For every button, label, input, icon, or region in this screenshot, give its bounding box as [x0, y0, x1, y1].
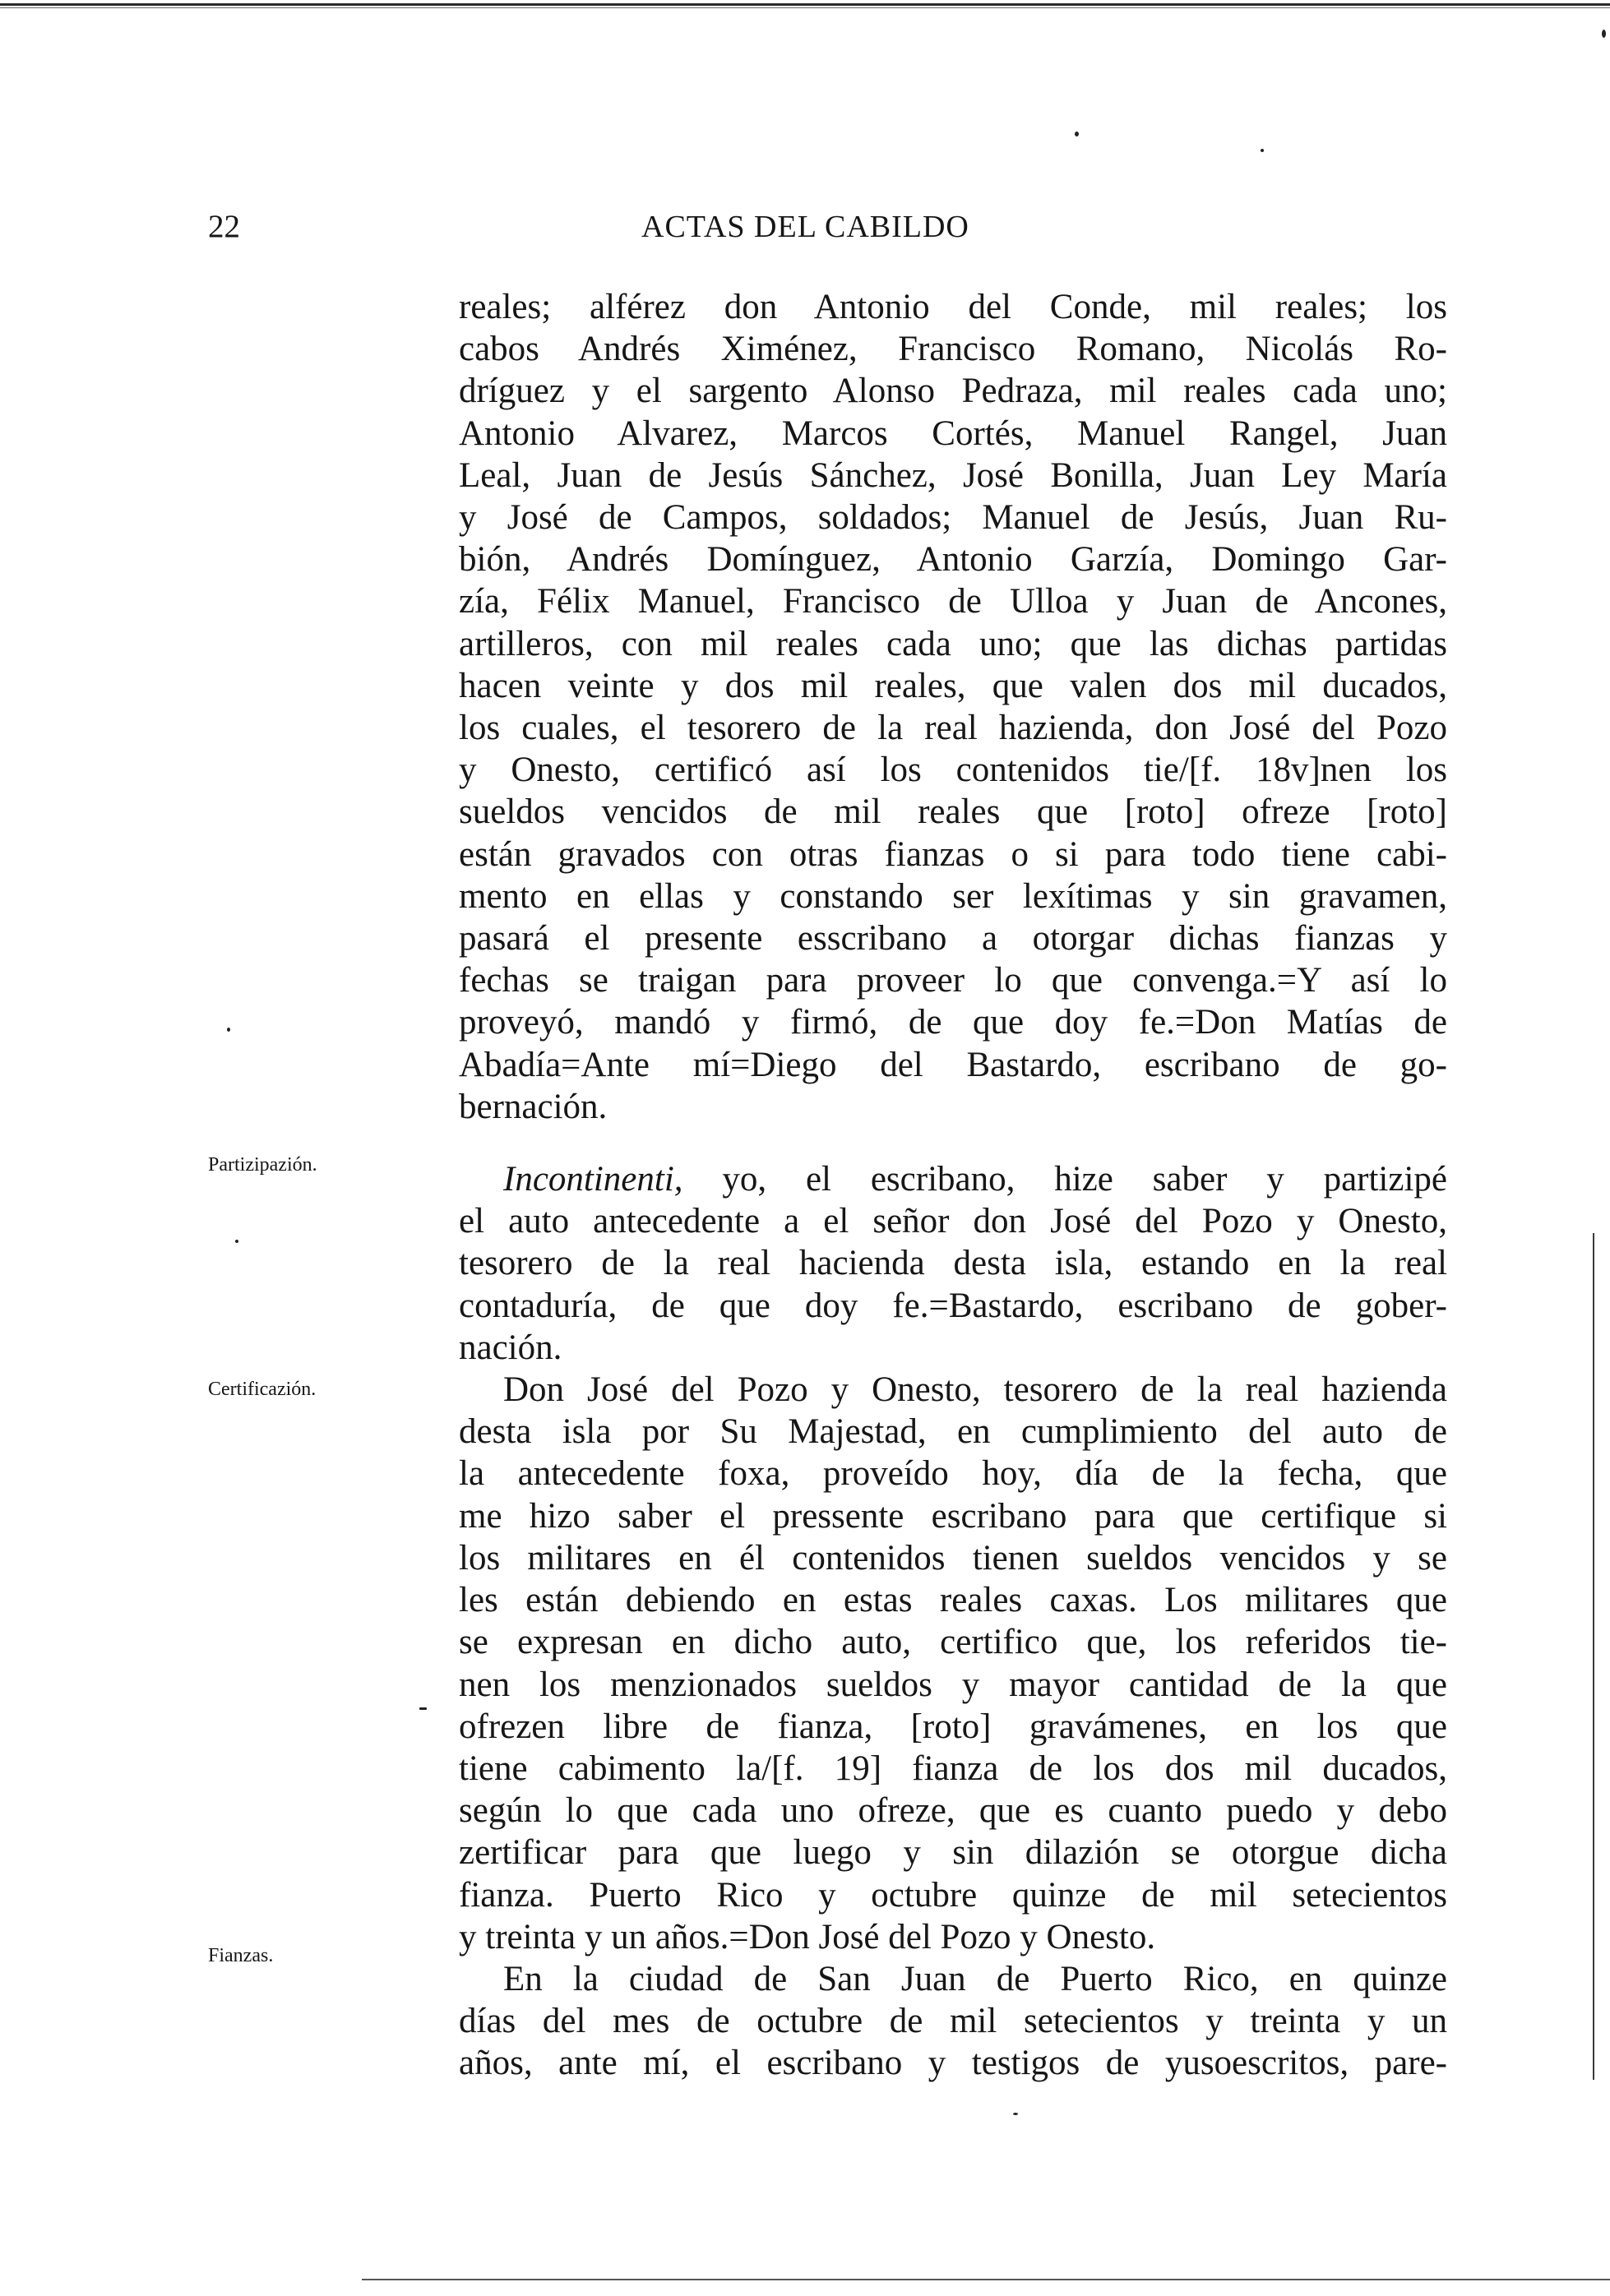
text-line: proveyó, mandó y firmó, de que doy fe.=Don Matías de: [459, 1003, 1447, 1042]
text-fragment: yo, el escribano, hize saber y partizipé: [682, 1160, 1447, 1199]
text-line: artilleros, con mil reales cada uno; que las dichas partidas: [459, 624, 1447, 663]
text-line: me hizo saber el pressente escribano para que certifique si: [459, 1496, 1447, 1536]
margin-note-partizipazion: Partizipazión.: [208, 1154, 317, 1176]
text-line: En la ciudad de San Juan de Puerto Rico, en quinze: [503, 1959, 1447, 1998]
text-line: los cuales, el tesorero de la real hazienda, don José del Pozo: [459, 709, 1447, 748]
text-line: fechas se traigan para proveer lo que convenga.=Y así lo: [459, 961, 1447, 1000]
text-line: y treinta y un años.=Don José del Pozo y Onesto.: [459, 1917, 1156, 1956]
scan-speck: [1013, 2113, 1018, 2115]
running-header-title: ACTAS DEL CABILDO: [641, 210, 969, 244]
text-line: según lo que cada uno ofreze, que es cuanto puedo y debo: [459, 1791, 1447, 1831]
text-line: cabos Andrés Ximénez, Francisco Romano, Nicolás Ro-: [459, 330, 1447, 369]
text-line: y Onesto, certificó así los contenidos tie/[f. 18v]nen los: [459, 751, 1447, 790]
text-line: tiene cabimento la/[f. 19] fianza de los dos mil ducados,: [459, 1749, 1447, 1788]
paragraph-1: [459, 286, 1447, 1128]
text-line: están gravados con otras fianzas o si para todo tiene cabi-: [459, 834, 1447, 874]
paragraph-3: [459, 1369, 1447, 1958]
text-line: Don José del Pozo y Onesto, tesorero de la real hazienda: [503, 1370, 1447, 1410]
scan-speck: [227, 1028, 230, 1032]
text-line: dríguez y el sargento Alonso Pedraza, mil reales cada uno;: [459, 372, 1447, 411]
scan-speck: [1602, 30, 1606, 38]
text-line: años, ante mí, el escribano y testigos de yusoescritos, pare-: [459, 2044, 1447, 2083]
text-line: Abadía=Ante mí=Diego del Bastardo, escribano de go-: [459, 1045, 1447, 1084]
scan-speck: [235, 1240, 238, 1243]
text-line: sueldos vencidos de mil reales que [roto] ofreze [roto]: [459, 792, 1447, 832]
text-line: pasará el presente esscribano a otorgar dichas fianzas y: [459, 919, 1447, 959]
margin-note-certificazion: Certificazión.: [208, 1379, 317, 1400]
text-line: reales; alférez don Antonio del Conde, mil reales; los: [459, 288, 1447, 326]
text-line: los militares en él contenidos tienen sueldos vencidos y se: [459, 1538, 1447, 1578]
text-line: y José de Campos, soldados; Manuel de Jesús, Juan Ru-: [459, 498, 1447, 538]
text-line: tesorero de la real hacienda desta isla, estando en la real: [459, 1244, 1447, 1283]
text-line: hacen veinte y dos mil reales, que valen dos mil ducados,: [459, 666, 1447, 705]
text-line: [459, 1158, 1447, 1200]
text-line: desta isla por Su Majestad, en cumplimiento del auto de: [459, 1412, 1447, 1452]
top-border-line: [0, 3, 1610, 6]
text-line: Antonio Alvarez, Marcos Cortés, Manuel Rangel, Juan: [459, 413, 1447, 453]
page-number: 22: [208, 209, 240, 244]
text-line: fianza. Puerto Rico y octubre quinze de mil setecientos: [459, 1875, 1447, 1915]
text-line: bión, Andrés Domínguez, Antonio Garzía, Domingo Gar-: [459, 540, 1447, 580]
text-line: zía, Félix Manuel, Francisco de Ulloa y Juan de Ancones,: [459, 582, 1447, 621]
paragraph-2: [459, 1158, 1447, 1369]
scan-speck: [419, 1707, 427, 1710]
text-line: ofrezen libre de fianza, [roto] gravámenes, en los que: [459, 1707, 1447, 1746]
scan-speck: [1261, 149, 1264, 152]
text-line: días del mes de octubre de mil setecientos y treinta y un: [459, 2002, 1447, 2041]
paragraph-spacer: [459, 1128, 1447, 1158]
scan-speck: [1075, 132, 1079, 136]
paragraph-4: [459, 1958, 1447, 2085]
text-line: nación.: [459, 1328, 562, 1367]
italic-lead-word: Incontinenti,: [503, 1160, 683, 1199]
text-line: el auto antecedente a el señor don José del Pozo y Onesto,: [459, 1202, 1447, 1241]
margin-note-fianzas: Fianzas.: [208, 1945, 274, 1966]
top-border-line-secondary: [0, 7, 1610, 8]
text-line: zertificar para que luego y sin dilazión se otorgue dicha: [459, 1833, 1447, 1873]
text-line: Leal, Juan de Jesús Sánchez, José Bonilla, Juan Ley María: [459, 455, 1447, 495]
text-line: se expresan en dicho auto, certifico que, los referidos tie-: [459, 1623, 1447, 1662]
text-line: la antecedente foxa, proveído hoy, día de la fecha, que: [459, 1454, 1447, 1494]
right-edge-line: [1593, 1233, 1594, 2080]
text-line: bernación.: [459, 1087, 608, 1126]
text-line: les están debiendo en estas reales caxas. Los militares que: [459, 1581, 1447, 1620]
text-line: contaduría, de que doy fe.=Bastardo, escribano de gober-: [459, 1286, 1447, 1325]
bottom-border-line: [362, 2279, 1610, 2280]
body-text: [459, 286, 1447, 2085]
text-line: nen los menzionados sueldos y mayor cantidad de la que: [459, 1665, 1447, 1704]
text-line: mento en ellas y constando ser lexítimas y sin gravamen,: [459, 876, 1447, 916]
